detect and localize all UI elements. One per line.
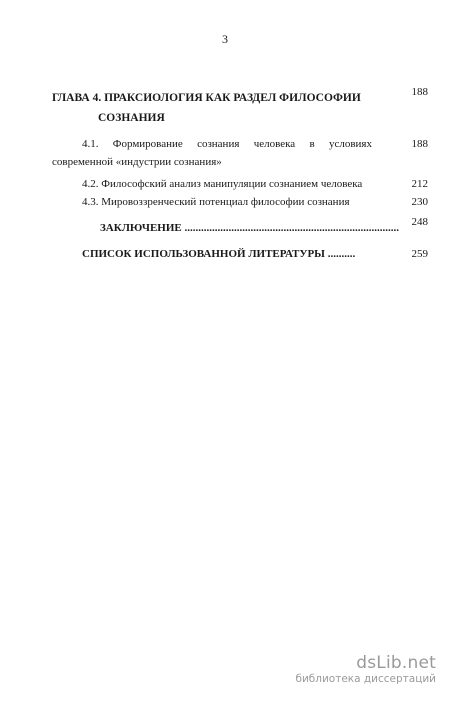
conclusion-title: ЗАКЛЮЧЕНИЕ .............................................................................. [100,222,399,234]
conclusion-page: 248 [411,216,428,228]
section-4-3-title: 4.3. Мировоззренческий потенциал философии сознания [82,196,350,208]
section-4-1-number: 4.1. [82,138,99,150]
section-4-2-title: 4.2. Философский анализ манипуляции сознанием человека [82,178,363,190]
watermark [295,654,436,686]
section-4-1-word: условиях [328,138,372,150]
section-4-1-word: в [309,138,315,150]
section-4-1-word: человека [253,138,296,150]
page-number: 3 [222,32,228,46]
bibliography-page: 259 [411,248,428,260]
section-4-1-word: Формирование [112,138,183,150]
section-4-1-line2: современной «индустрии сознания» [52,156,222,168]
section-4-1-line1 [82,138,372,150]
chapter-4-title-line2: СОЗНАНИЯ [98,112,165,124]
bibliography-title: СПИСОК ИСПОЛЬЗОВАННОЙ ЛИТЕРАТУРЫ .......... [82,248,356,260]
section-4-1-page: 188 [411,138,428,150]
section-4-3-page: 230 [411,196,428,208]
section-4-1-word: сознания [197,138,240,150]
watermark-logo: dsLib.net [356,653,436,673]
watermark-subtitle: библиотека диссертаций [295,673,436,685]
section-4-2-page: 212 [411,178,428,190]
chapter-4-page: 188 [411,86,428,98]
chapter-4-title-line1: ГЛАВА 4. ПРАКСИОЛОГИЯ КАК РАЗДЕЛ ФИЛОСОФИИ [52,92,361,104]
